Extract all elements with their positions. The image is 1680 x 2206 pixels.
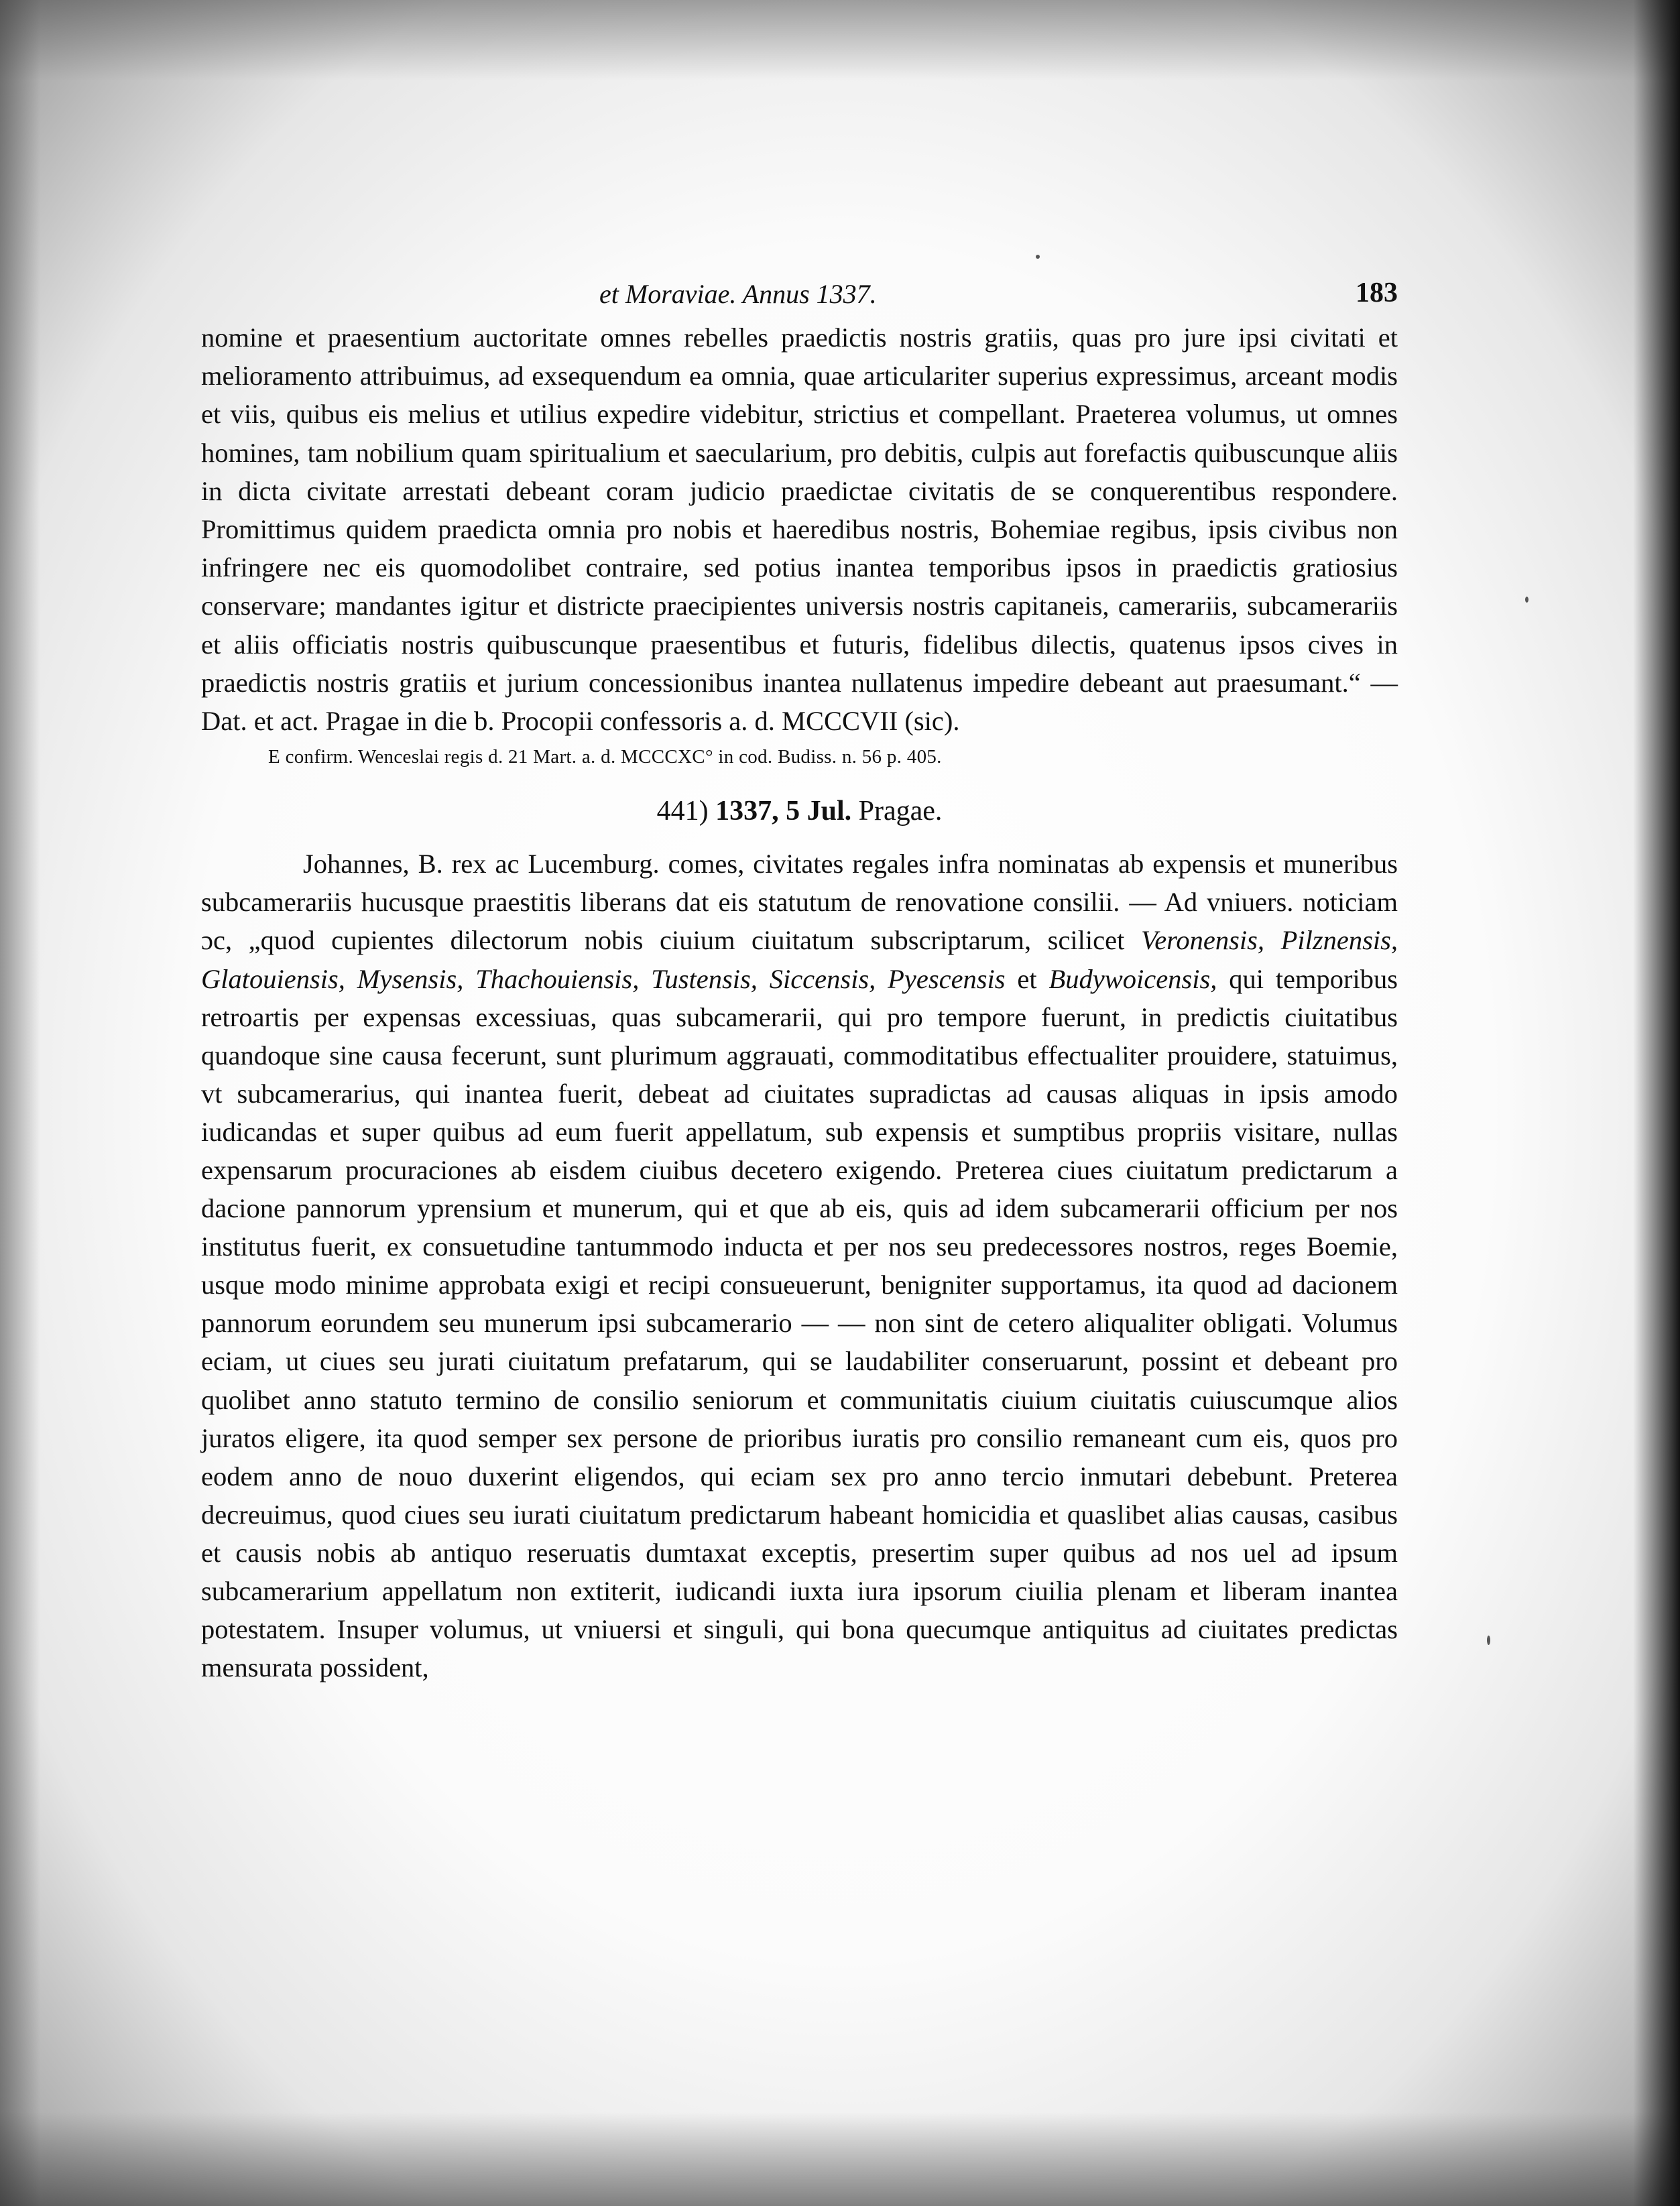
page-number: 183 xyxy=(1356,278,1398,308)
continuation-paragraph: nomine et praesentium auctoritate omnes rebelles praedictis nostris gratiis, quas pro jure ipsi civitati et melioramento attribuimus, ad exsequendum ea omnia, quae articulariter superius expressimus, arceant modis et viis, quibus eis melius et utilius expedire videbitur, strictius et compellant. Praeterea volumus, ut omnes homines, tam nobilium quam spiritualium et saecularium, pro debitis, culpis aut forefactis quibuscunque aliis in dicta civitate arrestati debeant coram judicio praedictae civitatis de se conquerentibus respondere. Promittimus quidem praedicta omnia pro nobis et haeredibus nostris, Bohemiae regibus, ipsis civibus non infringere nec eis quomodolibet contraire, sed potius inantea temporibus ipsos in praedictis gratiosius conservare; mandantes igitur et districte praecipientes universis nostris capitaneis, camerariis, subcamerariis et aliis officiatis nostris quibuscunque praesentibus et futuris, fidelibus dilectis, quatenus ipsos cives in praedictis nostris gratiis et jurium concessionibus inantea nullatenus impedire debeant aut praesumant.“ — Dat. et act. Pragae in die b. Procopii confessoris a. d. MCCCVII (sic). xyxy=(201,322,1398,737)
scan-left-shadow xyxy=(0,0,40,2206)
town-name: Tustensis, xyxy=(651,963,758,994)
scan-right-edge xyxy=(1633,0,1680,2206)
town-name: Veronensis, xyxy=(1140,925,1265,956)
town-name: Budywoicensis, xyxy=(1048,963,1217,994)
town-name: Pilznensis, xyxy=(1280,925,1398,956)
document-text-part2: qui temporibus retroartis per expensas excessiuas, quas subcamerarii, qui pro tempore fuerunt, in predictis ciuitatibus quandoque sine causa fecerunt, sunt plurimum aggrauati, commoditatibus effectualiter prouidere, statuimus, vt subcamerarius, qui inantea fuerit, debeat ad ciuitates supradictas ad causas aliquas in ipsis amodo iudicandas et super quibus ad eum fuerit appellatum, sub expensis et sumptibus propriis visitare, nullas expensarum procuraciones ab eisdem ciuibus decetero exigendo. Preterea ciues ciuitatum predictarum a dacione pannorum yprensium et munerum, qui et que ab eis, quis ad idem subcamerarii officium per nos institutus fuerit, ex consuetudine tantummodo inducta et per nos seu predecessores nostros, reges Boemie, usque modo minime approbata exigi et recipi consueuerunt, benigniter supportamus, ita quod ad dacionem pannorum eorundem seu munerum ipsi subcamerario — — non sint de cetero aliqualiter obligati. Volumus eciam, ut ciues seu jurati ciuitatum prefatarum, qui se laudabiliter conseruarunt, possint et debeant pro quolibet anno statuto termino de consilio seniorum et communitatis ciuium ciuitatis cuiuscumque alios juratos eligere, ita quod semper sex persone de prioribus iuratis pro consilio remaneant cum eis, quos pro eodem anno de nouo duxerint eligendos, qui eciam sex pro anno tercio inmutari debebunt. Preterea decreuimus, quod ciues seu iurati ciuitatum predictarum habeant homicidia et quaslibet alias causas, casibus et causis nobis ab antiquo reseruatis dumtaxat exceptis, presertim super quibus ad nos uel ad ipsum subcamerarium appellatum non extiterit, iudicandi iuxta iura ipsorum ciuilia plenam et liberam inantea potestatem. Insuper volumus, ut vniuersi et singuli, qui bona quecumque antiquitus ad ciuitates predictas mensurata possident, xyxy=(201,963,1398,1683)
dust-speck xyxy=(1487,1636,1490,1645)
dust-speck xyxy=(1036,255,1040,259)
document-heading xyxy=(201,791,1398,831)
town-name: Glatouiensis, xyxy=(201,963,345,994)
document-number: 441) xyxy=(656,796,709,827)
town-name: Siccensis, xyxy=(769,963,876,994)
document-body xyxy=(201,845,1398,1687)
conjunction: et xyxy=(1017,963,1037,994)
document-date: 5 Jul. xyxy=(786,796,852,827)
source-note: E confirm. Wenceslai regis d. 21 Mart. a. d. MCCCXC° in cod. Budiss. n. 56 p. 405. xyxy=(268,746,942,768)
book-page xyxy=(201,271,1398,1687)
town-name: Pyescensis xyxy=(888,963,1006,994)
town-name: Mysensis, xyxy=(357,963,464,994)
running-head-title: et Moraviae. Annus 1337. xyxy=(599,279,877,309)
running-head xyxy=(201,271,1398,318)
document-place: Pragae. xyxy=(858,796,943,827)
town-name: Thachouiensis, xyxy=(475,963,640,994)
document-year: 1337, xyxy=(715,796,779,827)
scan-bottom-shadow xyxy=(0,2112,1680,2206)
scan-top-shadow xyxy=(0,0,1680,80)
document-text-part1: Johannes, B. rex ac Lucemburg. comes, civitates regales infra nominatas ab expensis et muneribus subcamerariis hucusque praestitis liberans dat eis statutum de renovatione consilii. — Ad vniuers. noticiam ɔc, „quod cupientes dilectorum nobis ciuium ciuitatum subscriptarum, scilicet xyxy=(201,849,1398,956)
dust-speck xyxy=(1525,597,1528,603)
